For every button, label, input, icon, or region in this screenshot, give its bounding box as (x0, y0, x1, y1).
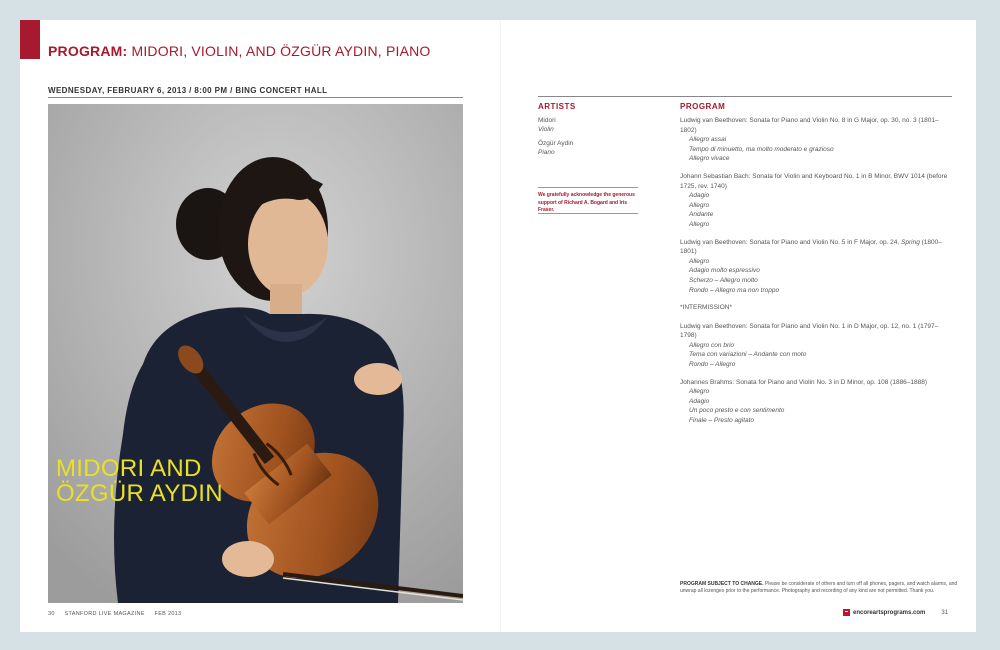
movement: Allegro vivace (689, 155, 730, 163)
section-tab (20, 20, 40, 59)
site-link[interactable]: encoreartsprograms.com (853, 610, 926, 617)
movement: Rondo – Allegro ma non troppo (689, 286, 780, 294)
artist-item (538, 116, 658, 134)
program-notice (680, 581, 960, 595)
page-number-right: 31 (941, 610, 949, 617)
notice-heading: PROGRAM SUBJECT TO CHANGE. (680, 581, 764, 587)
piece-title (680, 238, 952, 257)
movement: Andante (689, 211, 714, 219)
page-title (48, 43, 431, 59)
program-piece (680, 172, 952, 230)
notice-text: Please be considerate of others and turn off all phones, pagers, and watch alarms, and unwrap all lozenges prior to the performance. Photography and recording of any kind are not permitted. Thank you. (680, 581, 958, 595)
intermission-label: *INTERMISSION* (680, 304, 733, 312)
footer-right (843, 609, 948, 616)
photo-illustration (48, 104, 463, 603)
movement: Allegro (689, 220, 710, 228)
movement: Un poco presto e con sentimento (689, 407, 785, 415)
artist-name: Özgür Aydin (538, 140, 574, 147)
footer-left (48, 611, 189, 617)
issue-date: FEB 2013 (154, 611, 182, 617)
event-details: WEDNESDAY, FEBRUARY 6, 2013 / 8:00 PM / BING CONCERT HALL (48, 86, 328, 95)
movement: Tema con variazioni – Andante con moto (689, 351, 807, 359)
artist-role: Violin (538, 126, 554, 133)
movement: Allegro assai (689, 136, 727, 144)
piece-title-post: (1800–1801) (680, 238, 942, 256)
program-piece (680, 322, 952, 370)
program-piece (680, 116, 952, 164)
movement: Tempo di minuetto, ma molto moderato e grazioso (689, 145, 834, 153)
magazine-name: STANFORD LIVE MAGAZINE (64, 611, 145, 617)
acknowledgement-rule-bottom (538, 213, 638, 214)
page-gutter (500, 20, 501, 632)
piece-title: Ludwig van Beethoven: Sonata for Piano and Violin No. 1 in D Major, op. 12, no. 1 (1797–1798) (680, 322, 939, 340)
magazine-spread (20, 20, 976, 632)
artist-photo (48, 104, 463, 603)
artist-item (538, 139, 658, 157)
title-text: MIDORI, VIOLIN, AND ÖZGÜR AYDIN, PIANO (127, 43, 431, 59)
program-list (680, 116, 952, 434)
piece-title-italic: Spring (901, 238, 920, 246)
program-label: PROGRAM: (48, 43, 128, 59)
program-heading: PROGRAM (680, 102, 726, 111)
acknowledgement-rule-top (538, 187, 638, 188)
artist-name: Midori (538, 117, 556, 124)
acknowledgement-text: We gratefully acknowledge the generous support of Richard A. Bogard and Iris Fraser. (538, 192, 635, 213)
piece-title: Johannes Brahms: Sonata for Piano and Violin No. 3 in D Minor, op. 108 (1886–1888) (680, 378, 928, 386)
artists-list (538, 116, 658, 162)
artists-heading: ARTISTS (538, 102, 576, 111)
movement: Allegro (689, 257, 710, 265)
movement: Adagio (689, 192, 710, 200)
piece-title-pre: Ludwig van Beethoven: Sonata for Piano and Violin No. 5 in F Major, op. 24, (680, 238, 902, 246)
movement: Allegro con brio (689, 341, 735, 349)
divider-right (538, 96, 952, 97)
divider-left (48, 97, 463, 98)
movement: Adagio (689, 397, 710, 405)
movement: Finale – Presto agitato (689, 417, 755, 425)
movement: Adagio molto espressivo (689, 267, 760, 275)
movement: Rondo – Allegro (689, 361, 736, 369)
piece-title: Johann Sebastian Bach: Sonata for Violin and Keyboard No. 1 in B Minor, BWV 1014 (before 1725, rev. 1740) (680, 172, 948, 190)
movement: Scherzo – Allegro molto (689, 276, 758, 284)
encore-logo-icon (843, 609, 850, 616)
program-piece (680, 378, 952, 426)
movement: Allegro (689, 201, 710, 209)
artist-role: Piano (538, 149, 555, 156)
page-number-left: 30 (48, 611, 55, 617)
movement: Allegro (689, 388, 710, 396)
photo-overlay-title: MIDORI AND ÖZGÜR AYDIN (56, 455, 223, 507)
program-piece (680, 238, 952, 296)
piece-title: Ludwig van Beethoven: Sonata for Piano and Violin No. 8 in G Major, op. 30, no. 3 (1801–1802) (680, 117, 939, 134)
